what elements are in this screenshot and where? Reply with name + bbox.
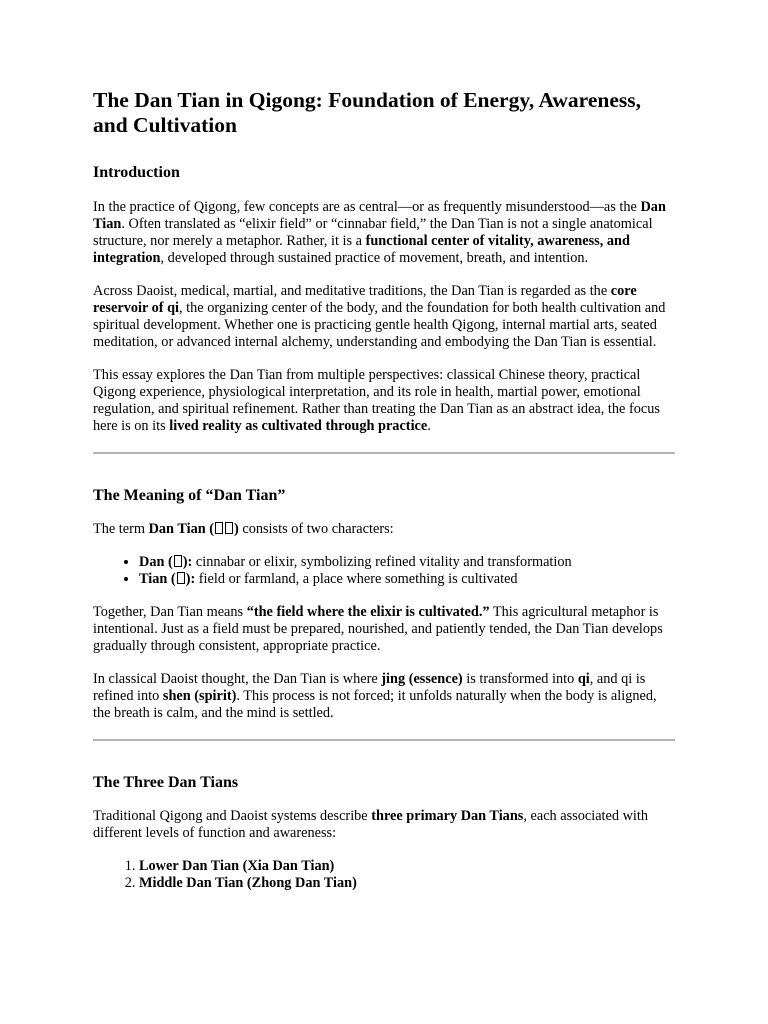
text-run: cinnabar or elixir, symbolizing refined vitality and transformation [192,554,572,570]
bold-term: core reservoir of qi [93,283,637,316]
bold-term: ): [185,571,196,587]
bold-term: Lower Dan Tian (Xia Dan Tian) [139,858,335,874]
text-run: Traditional Qigong and Daoist systems describe [93,808,372,824]
list-item [139,554,675,571]
list-item [139,875,675,892]
meaning-paragraph-3 [93,671,675,722]
bold-term: lived reality as cultivated through practice [169,418,428,434]
missing-glyph-box [225,522,233,534]
text-run: In the practice of Qigong, few concepts are as central—or as frequently misunderstood—as the [93,199,641,215]
missing-glyph-box [215,522,223,534]
text-run: , the organizing center of the body, and the foundation for both health cultivation and spiritual development. Whether one is practicing gentle health Qigong, internal martial arts, seated meditation, or advanced internal alchemy, understanding and embodying the Dan Tian is essential. [93,300,666,350]
missing-glyph-box [177,572,185,584]
bold-term: shen (spirit) [162,688,237,704]
list-item [139,858,675,875]
text-run: field or farmland, a place where something is cultivated [195,571,518,587]
text-run: Across Daoist, medical, martial, and meditative traditions, the Dan Tian is regarded as the [93,283,611,299]
section-heading-meaning: The Meaning of “Dan Tian” [93,487,286,504]
bold-term: ): [182,554,193,570]
text-run: The term [93,521,149,537]
text-run: In classical Daoist thought, the Dan Tian is where [93,671,382,687]
bold-term: Dan Tian ( [148,521,215,537]
bold-term: Dan ( [139,554,173,570]
bold-term: functional center of vitality, awareness, and integration [93,233,630,266]
bold-term: ) [234,521,239,537]
character-list [93,554,675,588]
bold-term: Middle Dan Tian (Zhong Dan Tian) [139,875,357,891]
bold-term: “the field where the elixir is cultivated.” [246,604,490,620]
list-item [139,571,675,588]
text-run: This essay explores the Dan Tian from multiple perspectives: classical Chinese theory, practical Qigong experience, physiological interpretation, and its role in health, martial power, emotional regulation, and spiritual refinement. Rather than treating the Dan Tian as an abstract idea, the focus here is on its [93,367,660,434]
text-run: . This process is not forced; it unfolds naturally when the body is aligned, the breath is calm, and the mind is settled. [93,688,657,721]
intro-paragraph-1 [93,199,675,267]
text-run: , each associated with different levels of function and awareness: [93,808,649,841]
text-run: . Often translated as “elixir field” or “cinnabar field,” the Dan Tian is not a single anatomical structure, nor merely a metaphor. Rather, it is a [93,216,653,249]
bold-term: jing (essence) [381,671,463,687]
bold-term: qi [577,671,590,687]
text-run: is transformed into [462,671,578,687]
document-page [93,88,675,892]
text-run: , developed through sustained practice of movement, breath, and intention. [160,250,589,266]
text-run: Together, Dan Tian means [93,604,247,620]
intro-paragraph-2 [93,283,675,351]
three-paragraph-1 [93,808,675,842]
bold-term: Dan Tian [93,199,666,232]
text-run: consists of two characters: [238,521,394,537]
meaning-paragraph-2 [93,604,675,655]
meaning-paragraph-1 [93,521,675,538]
section-heading-three-dan-tians: The Three Dan Tians [93,774,239,791]
text-run: This agricultural metaphor is intentional. Just as a field must be prepared, nourished, and patiently tended, the Dan Tian develops gradually through consistent, appropriate practice. [93,604,663,654]
bold-term: three primary Dan Tians [371,808,524,824]
bold-term: Tian ( [139,571,176,587]
document-title: The Dan Tian in Qigong: Foundation of Energy, Awareness, and Cultivation [93,88,641,137]
text-run: . [427,418,431,434]
section-heading-introduction: Introduction [93,164,180,181]
intro-paragraph-3 [93,367,675,435]
missing-glyph-box [174,555,182,567]
text-run: , and qi is refined into [93,671,646,704]
dan-tian-list [93,858,675,892]
